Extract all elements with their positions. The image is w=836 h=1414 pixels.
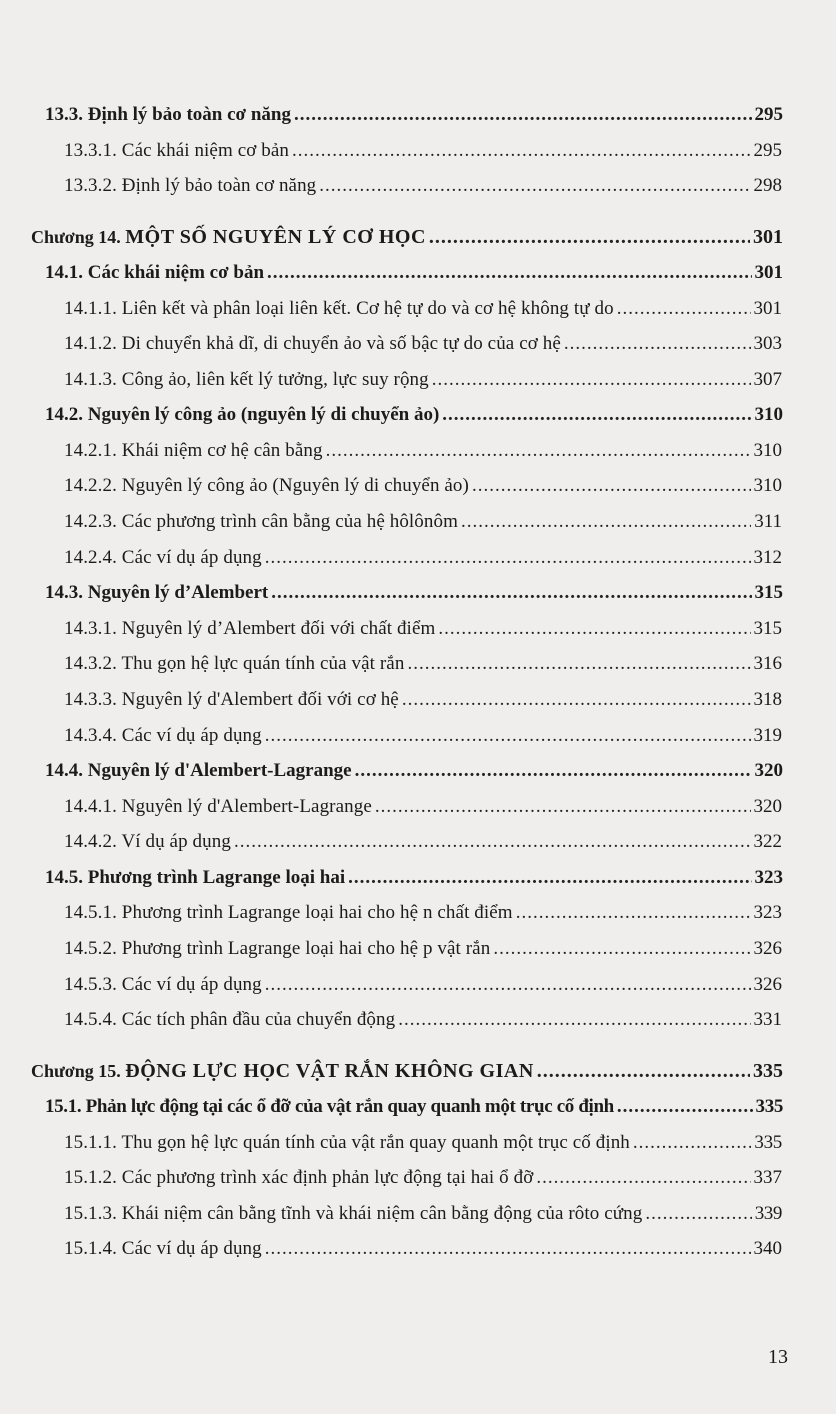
toc-page-number: 310 [753,440,782,461]
toc-entry-title: 14.4. Nguyên lý d'Alembert-Lagrange [45,760,352,781]
toc-subsection [64,333,782,355]
toc-page-number: 295 [754,104,783,125]
toc-entry-title: 14.2.2. Nguyên lý công ảo (Nguyên lý di chuyển ảo) [64,475,469,496]
toc-dot-leader [633,1132,751,1154]
toc-subsection [64,796,782,818]
toc-subsection [64,1132,782,1154]
toc-dot-leader [645,1203,751,1225]
toc-page-number: 326 [753,974,782,995]
toc-chapter [31,1060,783,1083]
toc-page-number: 320 [753,796,782,817]
toc-subsection [64,1203,782,1225]
toc-page-number: 311 [754,511,782,532]
toc-page-number: 301 [754,262,783,283]
toc-entry-title: 14.5.4. Các tích phân đầu của chuyển động [64,1009,396,1030]
toc-entry-title: 14.3.4. Các ví dụ áp dụng [64,725,262,746]
toc-entry-title: 14.5.1. Phương trình Lagrange loại hai cho hệ n chất điểm [64,902,513,923]
toc-page-number: 316 [753,653,782,674]
toc-dot-leader [402,689,751,711]
toc-section [45,760,783,782]
toc-dot-leader [493,938,750,960]
toc-entry-title: 14.1.2. Di chuyển khả dĩ, di chuyển ảo và số bậc tự do của cơ hệ [64,333,561,354]
toc-dot-leader [617,1096,753,1118]
toc-entry-title: 14.4.1. Nguyên lý d'Alembert-Lagrange [64,796,372,817]
toc-entry-title: 15.1.4. Các ví dụ áp dụng [64,1238,262,1259]
toc-subsection [64,902,782,924]
toc-subsection [64,369,782,391]
toc-dot-leader [234,831,751,853]
toc-subsection [64,475,782,497]
toc-dot-leader [429,226,750,249]
toc-entry-title: 14.1.3. Công ảo, liên kết lý tưởng, lực suy rộng [64,369,429,390]
toc-entry-title: 14.5.2. Phương trình Lagrange loại hai cho hệ p vật rắn [64,938,491,959]
toc-entry-title: 14.3. Nguyên lý d’Alembert [45,582,269,603]
toc-entry-title: 14.4.2. Ví dụ áp dụng [64,831,231,852]
toc-entry-title: 15.1.1. Thu gọn hệ lực quán tính của vật rắn quay quanh một trục cố định [64,1132,630,1153]
toc-entry-title: 13.3.2. Định lý bảo toàn cơ năng [64,175,317,196]
toc-page-number: 301 [753,226,783,248]
toc-entry-title: 15.1.3. Khái niệm cân bằng tĩnh và khái niệm cân bằng động của rôto cứng [64,1203,643,1224]
toc-page-number: 339 [754,1203,782,1224]
toc-dot-leader [461,511,751,533]
toc-entry-title: 14.3.1. Nguyên lý d’Alembert đối với chất điểm [64,618,436,639]
toc-subsection [64,1009,782,1031]
toc-subsection [64,653,782,675]
toc-section [45,1096,783,1118]
toc-entry-title: 15.1. Phản lực động tại các ổ đỡ của vật rắn quay quanh một trục cố định [45,1096,614,1117]
toc-dot-leader [564,333,751,355]
toc-dot-leader [292,140,751,162]
toc-page-number: 310 [754,404,783,425]
toc-entry-title: 14.2.3. Các phương trình cân bằng của hệ hôlônôm [64,511,458,532]
toc-page-number: 335 [753,1060,783,1082]
toc-dot-leader [265,974,751,996]
toc-subsection [64,440,782,462]
toc-subsection [64,938,782,960]
toc-page-number: 301 [753,298,782,319]
toc-subsection [64,1167,782,1189]
toc-section [45,404,783,426]
toc-chapter-heading [31,226,426,249]
toc-dot-leader [398,1009,750,1031]
toc-entry-title: 14.1. Các khái niệm cơ bản [45,262,265,283]
toc-page-number: 335 [754,1132,782,1153]
toc-dot-leader [355,760,752,782]
toc-entry-title: 13.3. Định lý bảo toàn cơ năng [45,104,291,125]
toc-chapter [31,226,783,249]
toc-dot-leader [407,653,750,675]
toc-subsection [64,618,782,640]
toc-page-number: 307 [753,369,782,390]
toc-page-number: 323 [754,867,783,888]
toc-chapter-prefix: Chương 15. [31,1061,121,1081]
toc-subsection [64,1238,782,1260]
toc-dot-leader [326,440,751,462]
toc-subsection [64,831,782,853]
toc-page-number: 312 [753,547,782,568]
toc-page-number: 315 [753,618,782,639]
toc-dot-leader [536,1167,750,1189]
toc-page-number: 337 [753,1167,782,1188]
toc-dot-leader [472,475,751,497]
toc-dot-leader [265,725,751,747]
toc-page-number: 323 [753,902,782,923]
toc-entry-title: 14.3.2. Thu gọn hệ lực quán tính của vật rắn [64,653,405,674]
toc-dot-leader [271,582,751,604]
toc-dot-leader [267,262,751,284]
toc-entry-title: 14.1.1. Liên kết và phân loại liên kết. Cơ hệ tự do và cơ hệ không tự do [64,298,614,319]
toc-chapter-title: ĐỘNG LỰC HỌC VẬT RẮN KHÔNG GIAN [125,1060,534,1082]
toc-dot-leader [432,369,751,391]
toc-page-number: 315 [754,582,783,603]
toc-dot-leader [265,1238,751,1260]
toc-dot-leader [348,867,751,889]
toc-entry-title: 15.1.2. Các phương trình xác định phản lực động tại hai ổ đỡ [64,1167,534,1188]
toc-page-number: 331 [753,1009,782,1030]
toc-section [45,104,783,126]
toc-entry-title: 14.2.1. Khái niệm cơ hệ cân bằng [64,440,323,461]
toc-subsection [64,974,782,996]
toc-page-number: 335 [755,1096,783,1117]
toc-subsection [64,298,782,320]
toc-subsection [64,175,782,197]
page-number: 13 [768,1346,788,1368]
toc-page-number: 320 [754,760,783,781]
toc-subsection [64,725,782,747]
toc-page-number: 310 [753,475,782,496]
toc-entry-title: 14.2.4. Các ví dụ áp dụng [64,547,262,568]
toc-dot-leader [265,547,751,569]
toc-entry-title: 14.3.3. Nguyên lý d'Alembert đối với cơ hệ [64,689,399,710]
toc-page-number: 303 [753,333,782,354]
toc-page-number: 318 [753,689,782,710]
toc-page-number: 322 [753,831,782,852]
toc-page-number: 298 [753,175,782,196]
toc-subsection [64,511,782,533]
toc-page-number: 326 [753,938,782,959]
toc-dot-leader [294,104,752,126]
toc-dot-leader [516,902,751,924]
toc-dot-leader [319,175,750,197]
toc-page-number: 340 [753,1238,782,1259]
toc-page-number: 319 [753,725,782,746]
toc-entry-title: 14.5.3. Các ví dụ áp dụng [64,974,262,995]
toc-subsection [64,689,782,711]
toc-entry-title: 14.2. Nguyên lý công ảo (nguyên lý di chuyển ảo) [45,404,440,425]
toc-dot-leader [537,1060,750,1083]
toc-subsection [64,547,782,569]
toc-chapter-heading [31,1060,534,1083]
toc-entry-title: 14.5. Phương trình Lagrange loại hai [45,867,346,888]
toc-dot-leader [442,404,751,426]
toc-section [45,867,783,889]
toc-chapter-title: MỘT SỐ NGUYÊN LÝ CƠ HỌC [125,226,426,248]
toc-section [45,262,783,284]
toc-chapter-prefix: Chương 14. [31,227,121,247]
toc-dot-leader [375,796,751,818]
toc-page-number: 295 [753,140,782,161]
toc-section [45,582,783,604]
toc-dot-leader [438,618,750,640]
toc-dot-leader [617,298,751,320]
toc-subsection [64,140,782,162]
toc-entry-title: 13.3.1. Các khái niệm cơ bản [64,140,289,161]
